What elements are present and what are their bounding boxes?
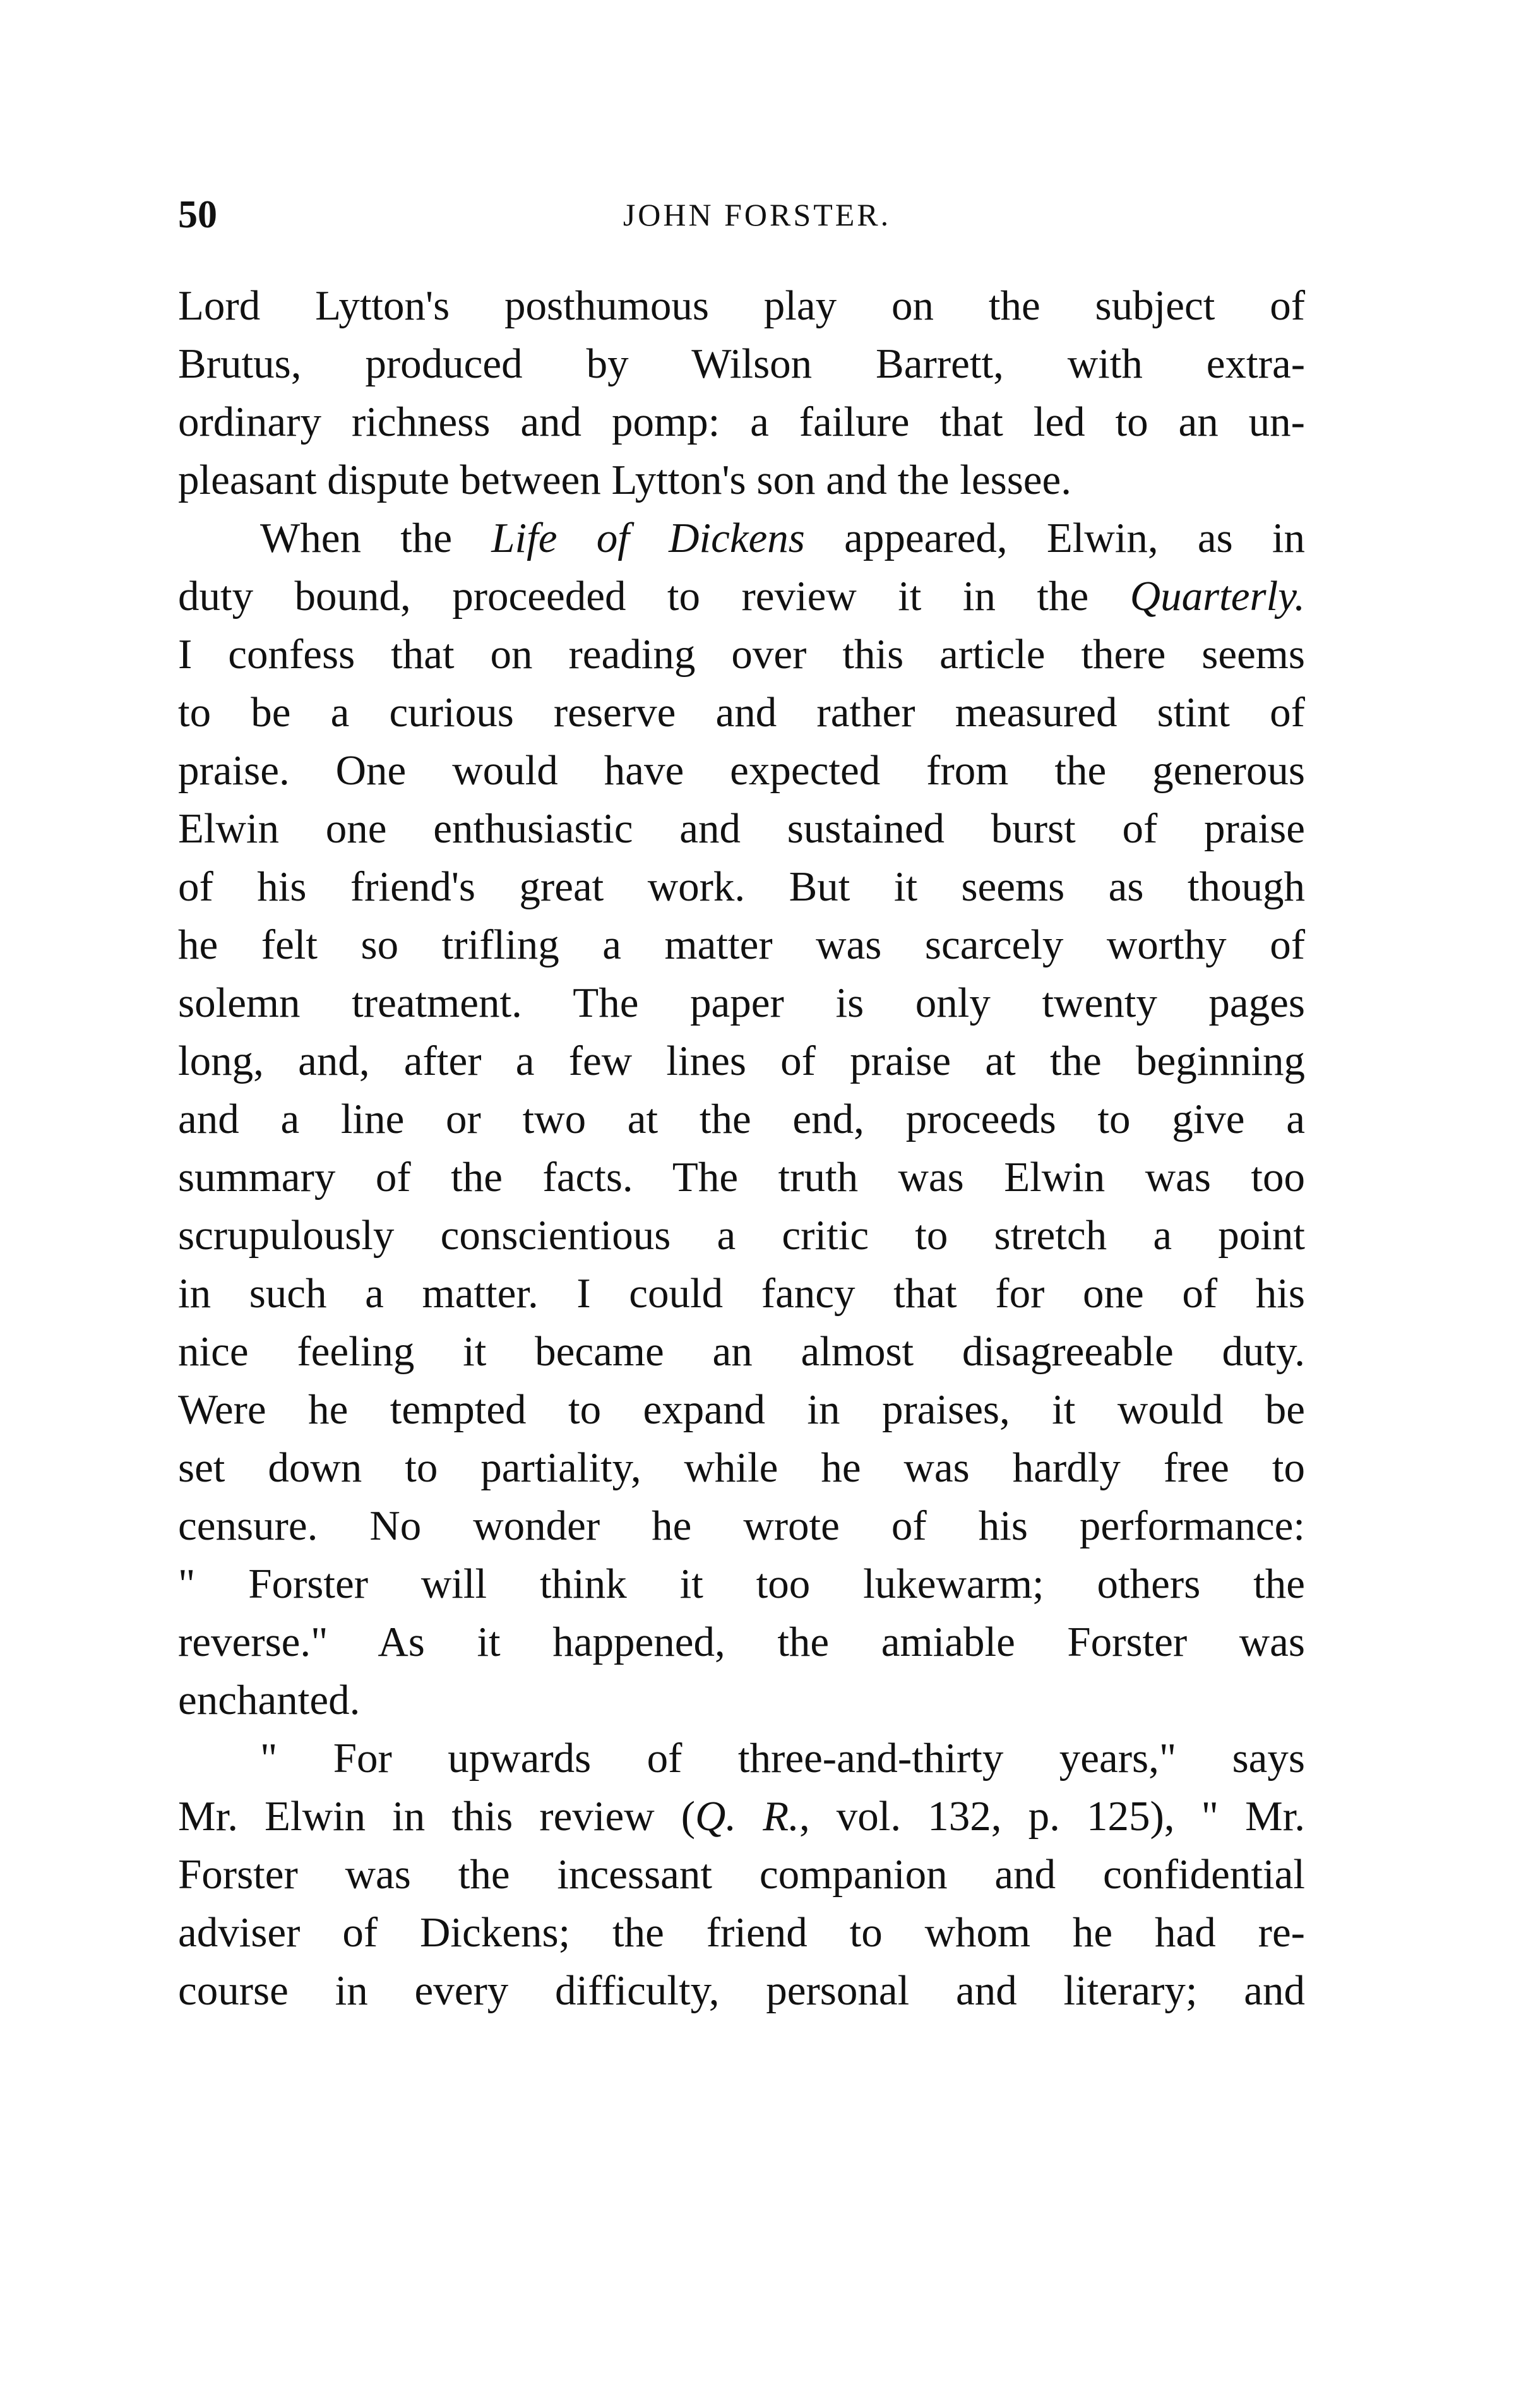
text-run: , vol. 132, p. 125), " Mr. bbox=[799, 1793, 1306, 1840]
text-run: Mr. Elwin in this review ( bbox=[178, 1793, 696, 1840]
text-line: he felt so trifling a matter was scarcely worthy of bbox=[178, 921, 1305, 968]
running-title: JOHN FORSTER. bbox=[623, 197, 891, 232]
text-line: Elwin one enthusiastic and sustained burst of praise bbox=[178, 805, 1305, 852]
text-line: in such a matter. I could fancy that for one of his bbox=[178, 1270, 1305, 1317]
text-line: " Forster will think it too lukewarm; others the bbox=[178, 1560, 1305, 1607]
text-line: Lord Lytton's posthumous play on the subject of bbox=[178, 282, 1305, 329]
text-line: course in every difficulty, personal and literary; and bbox=[178, 1967, 1305, 2014]
text-line: censure. No wonder he wrote of his performance: bbox=[178, 1502, 1305, 1549]
text-line bbox=[178, 567, 1305, 625]
page-number: 50 bbox=[178, 193, 217, 236]
text-line: to be a curious reserve and rather measured stint of bbox=[178, 689, 1305, 736]
text-line bbox=[178, 1787, 1305, 1845]
text-line: Forster was the incessant companion and confidential bbox=[178, 1851, 1305, 1898]
text-line: ordinary richness and pomp: a failure that led to an un- bbox=[178, 398, 1305, 445]
text-line: solemn treatment. The paper is only twenty pages bbox=[178, 979, 1305, 1026]
citation-q-r: Q. R. bbox=[695, 1793, 799, 1840]
text-line: reverse." As it happened, the amiable Forster was bbox=[178, 1619, 1305, 1665]
text-line: enchanted. bbox=[178, 1677, 361, 1723]
text-line: Were he tempted to expand in praises, it would be bbox=[178, 1386, 1305, 1433]
text-run: duty bound, proceeded to review it in the bbox=[178, 573, 1130, 620]
text-line: summary of the facts. The truth was Elwin was too bbox=[178, 1154, 1305, 1201]
book-title-life-of-dickens: Life of Dickens bbox=[491, 515, 805, 561]
text-line: long, and, after a few lines of praise at the beginning bbox=[178, 1038, 1305, 1084]
text-line bbox=[178, 509, 1305, 567]
periodical-title-quarterly: Quarterly. bbox=[1130, 573, 1305, 620]
text-line: I confess that on reading over this article there seems bbox=[178, 631, 1305, 678]
body-text bbox=[178, 277, 1305, 2020]
text-line: praise. One would have expected from the generous bbox=[178, 747, 1305, 794]
text-run: appeared, Elwin, as in bbox=[804, 515, 1306, 561]
text-line: " For upwards of three-and-thirty years," says bbox=[260, 1735, 1305, 1782]
text-line: scrupulously conscientious a critic to stretch a point bbox=[178, 1212, 1305, 1259]
text-line: nice feeling it became an almost disagreeable duty. bbox=[178, 1328, 1305, 1375]
text-line: adviser of Dickens; the friend to whom he had re- bbox=[178, 1909, 1305, 1956]
text-line: Brutus, produced by Wilson Barrett, with extra- bbox=[178, 340, 1305, 387]
text-line: and a line or two at the end, proceeds to give a bbox=[178, 1096, 1305, 1142]
text-run: When the bbox=[260, 515, 492, 561]
text-line: of his friend's great work. But it seems as though bbox=[178, 863, 1305, 910]
text-line: set down to partiality, while he was hardly free to bbox=[178, 1444, 1305, 1491]
text-line: pleasant dispute between Lytton's son and the lessee. bbox=[178, 457, 1072, 503]
